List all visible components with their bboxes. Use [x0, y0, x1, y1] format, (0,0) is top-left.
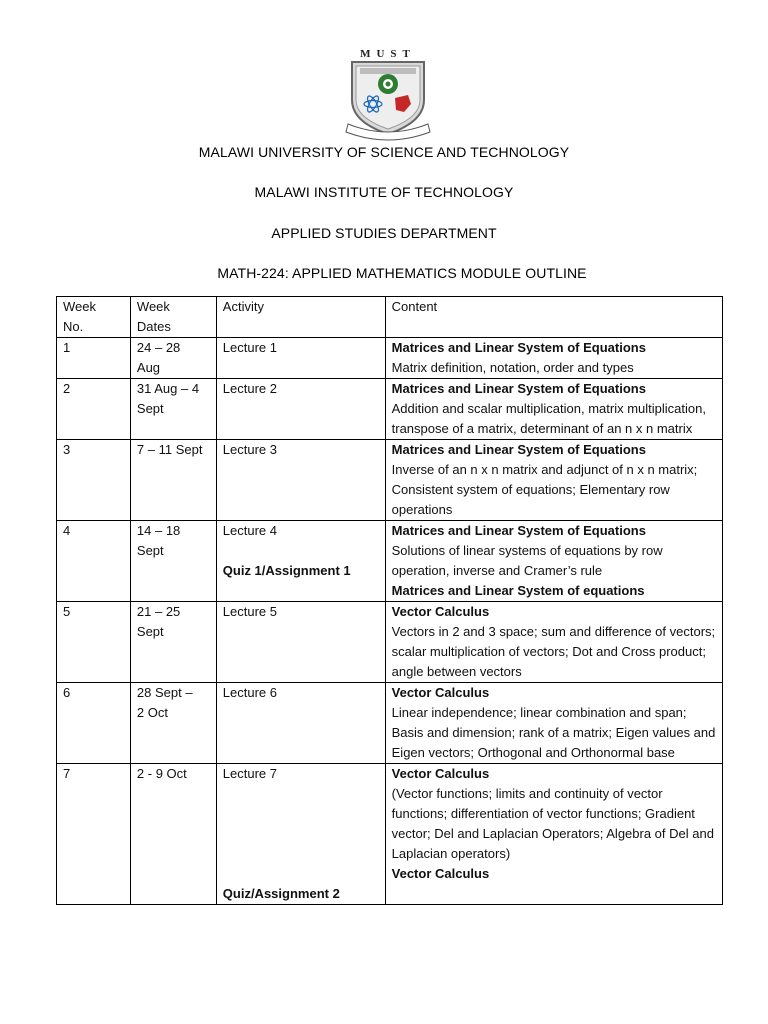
university-logo	[338, 48, 438, 144]
header-week-no: Week No.	[57, 297, 131, 338]
week-number: 1	[57, 338, 131, 379]
assessment-label: Quiz 1/Assignment 1	[222, 563, 351, 578]
content	[385, 338, 722, 379]
activity: Lecture 7 Quiz/Assignment 2	[216, 764, 385, 905]
table-row	[57, 683, 723, 764]
activity: Lecture 6	[216, 683, 385, 764]
content-text: Matrix definition, notation, order and types	[391, 360, 634, 375]
content	[385, 683, 722, 764]
module-title: MATH-224: APPLIED MATHEMATICS MODULE OUTLINE	[217, 265, 587, 281]
assessment-label: Quiz/Assignment 2	[222, 886, 340, 901]
header-week-dates: Week Dates	[130, 297, 216, 338]
header-activity: Activity	[216, 297, 385, 338]
content-topic: Matrices and Linear System of Equations	[391, 381, 646, 396]
activity: Lecture 3	[216, 440, 385, 521]
university-name: MALAWI UNIVERSITY OF SCIENCE AND TECHNOLOGY	[198, 144, 570, 160]
content-topic: Vector Calculus	[391, 604, 490, 619]
table-header-row	[57, 297, 723, 338]
week-dates: 2 - 9 Oct	[130, 764, 216, 905]
content	[385, 379, 722, 440]
content-text: Addition and scalar multiplication, matrix multiplication, transpose of a matrix, determinant of an n x n matrix	[391, 401, 706, 436]
content	[385, 764, 722, 905]
assessment-topic: Matrices and Linear System of equations	[391, 583, 645, 598]
table-row	[57, 379, 723, 440]
activity: Lecture 4 Quiz 1/Assignment 1	[216, 521, 385, 602]
content-topic: Matrices and Linear System of Equations	[391, 442, 646, 457]
table-row	[57, 338, 723, 379]
module-outline-table	[56, 296, 723, 905]
content-topic: Vector Calculus	[391, 685, 490, 700]
week-number: 3	[57, 440, 131, 521]
table-row	[57, 440, 723, 521]
content-text: Inverse of an n x n matrix and adjunct of n x n matrix; Consistent system of equations; Elementary row operations	[391, 462, 698, 517]
content-text: Linear independence; linear combination and span; Basis and dimension; rank of a matrix; Eigen values and Eigen vectors; Orthogonal and Orthonormal base	[391, 705, 716, 760]
week-dates: 28 Sept – 2 Oct	[130, 683, 216, 764]
table-row	[57, 764, 723, 905]
activity: Lecture 5	[216, 602, 385, 683]
week-dates: 21 – 25 Sept	[130, 602, 216, 683]
week-dates: 14 – 18 Sept	[130, 521, 216, 602]
logo-arc-text: MUST	[360, 48, 416, 60]
assessment-topic: Vector Calculus	[391, 866, 490, 881]
week-dates: 24 – 28 Aug	[130, 338, 216, 379]
university-crest-icon	[338, 48, 438, 144]
content	[385, 440, 722, 521]
week-number: 5	[57, 602, 131, 683]
week-number: 2	[57, 379, 131, 440]
week-dates: 7 – 11 Sept	[130, 440, 216, 521]
content-text: (Vector functions; limits and continuity of vector functions; differentiation of vector functions; Gradient vector; Del and Laplacian Operators; Algebra of Del and Laplacian operators)	[391, 786, 714, 861]
content	[385, 602, 722, 683]
institute-name: MALAWI INSTITUTE OF TECHNOLOGY	[254, 184, 514, 200]
header-content: Content	[385, 297, 722, 338]
content-topic: Matrices and Linear System of Equations	[391, 523, 646, 538]
week-dates: 31 Aug – 4 Sept	[130, 379, 216, 440]
content-text: Vectors in 2 and 3 space; sum and difference of vectors; scalar multiplication of vectors; Dot and Cross product; angle between vectors	[391, 624, 716, 679]
week-number: 6	[57, 683, 131, 764]
activity: Lecture 1	[216, 338, 385, 379]
content	[385, 521, 722, 602]
table-row	[57, 521, 723, 602]
content-topic: Matrices and Linear System of Equations	[391, 340, 646, 355]
content-text: Solutions of linear systems of equations by row operation, inverse and Cramer’s rule	[391, 543, 663, 578]
content-topic: Vector Calculus	[391, 766, 490, 781]
week-number: 4	[57, 521, 131, 602]
table-row	[57, 602, 723, 683]
week-number: 7	[57, 764, 131, 905]
activity: Lecture 2	[216, 379, 385, 440]
department-name: APPLIED STUDIES DEPARTMENT	[271, 225, 497, 241]
